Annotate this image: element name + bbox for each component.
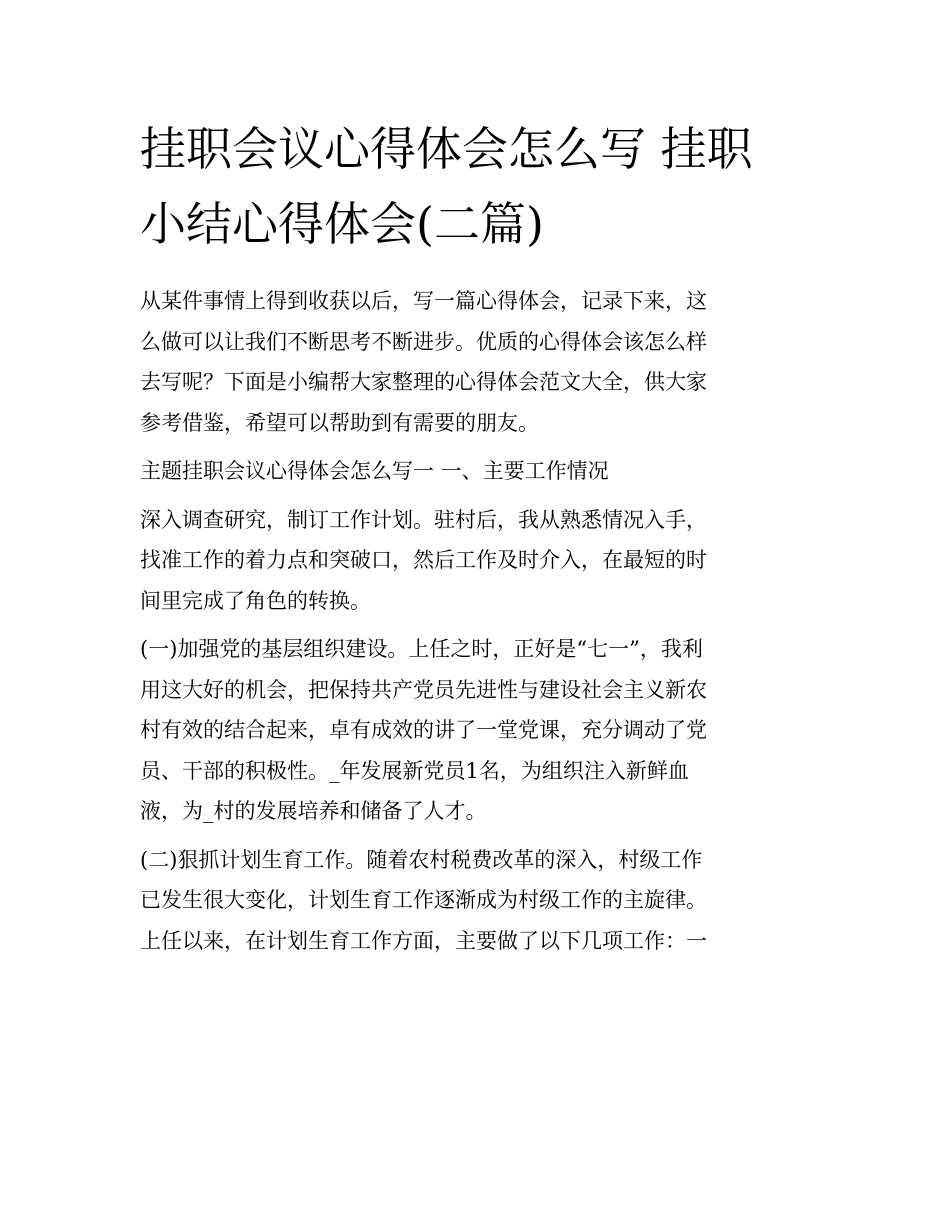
section-heading-paragraph	[140, 451, 816, 492]
text-line: 间里完成了角色的转换。	[140, 588, 371, 613]
research-paragraph	[140, 500, 816, 622]
intro-paragraph	[140, 281, 816, 443]
paragraph-gap	[140, 492, 816, 500]
paragraph-gap	[140, 621, 816, 629]
title-line: 小结心得体会(二篇)	[140, 197, 544, 251]
text-line: 上任以来，在计划生育工作方面，主要做了以下几项工作：一	[140, 928, 707, 953]
paragraph-gap	[140, 832, 816, 840]
text-line: 找准工作的着力点和突破口，然后工作及时介入，在最短的时	[140, 548, 707, 572]
text-line: 村有效的结合起来，卓有成效的讲了一堂党课，充分调动了党	[140, 718, 707, 742]
text-line: 参考借鉴，希望可以帮助到有需要的朋友。	[140, 410, 539, 435]
text-line: 已发生很大变化，计划生育工作逐渐成为村级工作的主旋律。	[140, 888, 707, 912]
party-building-paragraph	[140, 629, 816, 832]
text-line: 液，为_村的发展培养和储备了人才。	[140, 799, 487, 823]
text-line: 员、干部的积极性。_年发展新党员1名，为组织注入新鲜血	[140, 758, 689, 783]
text-line: 去写呢？下面是小编帮大家整理的心得体会范文大全，供大家	[140, 370, 707, 394]
family-planning-paragraph	[140, 840, 816, 962]
text-line: 么做可以让我们不断思考不断进步。优质的心得体会该怎么样	[140, 329, 707, 354]
paragraph-gap	[140, 443, 816, 451]
document-body	[140, 281, 816, 961]
text-line: 用这大好的机会，把保持共产党员先进性与建设社会主义新农	[140, 677, 707, 702]
title-line: 挂职会议心得体会怎么写 挂职	[140, 122, 753, 176]
document-title	[140, 112, 820, 262]
text-line: 主题挂职会议心得体会怎么写一 一、主要工作情况	[140, 459, 609, 483]
text-line: 深入调查研究，制订工作计划。驻村后，我从熟悉情况入手，	[140, 507, 707, 532]
text-line: 从某件事情上得到收获以后，写一篇心得体会，记录下来，这	[140, 289, 707, 313]
text-line: (二)狠抓计划生育工作。随着农村税费改革的深入，村级工作	[140, 847, 703, 872]
text-line: (一)加强党的基层组织建设。上任之时，正好是“七一”，我利	[140, 637, 703, 661]
